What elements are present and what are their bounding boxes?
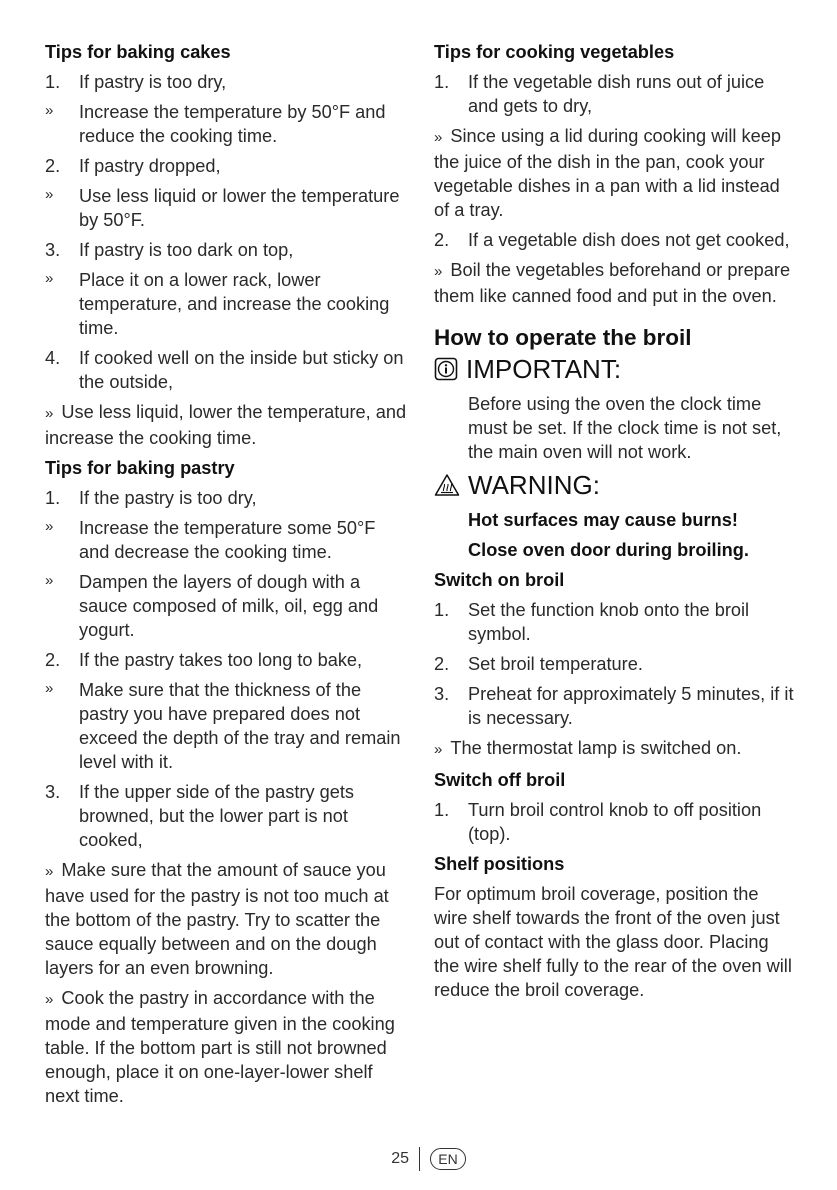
important-label: IMPORTANT: [434, 354, 796, 384]
list-item: 3. If the upper side of the pastry gets browned, but the lower part is not cooked, [45, 782, 354, 850]
section-title-vegetables: Tips for cooking vegetables [434, 42, 675, 62]
list-item: 3. If pastry is too dark on top, [45, 240, 294, 260]
left-column [45, 40, 407, 1114]
section-title-cakes: Tips for baking cakes [45, 42, 231, 62]
warning-text-2: Close oven door during broiling. [468, 540, 749, 560]
list-item: 2. Set broil temperature. [434, 654, 643, 674]
bullet-paragraph: » Boil the vegetables beforehand or prepare them like canned food and put in the oven. [434, 260, 791, 306]
bullet-item: » Increase the temperature by 50°F and reduce the cooking time. [45, 102, 386, 146]
broil-heading: How to operate the broil [434, 325, 692, 350]
list-item: 2. If the pastry takes too long to bake, [45, 650, 363, 670]
list-item: 1. If the vegetable dish runs out of juice and gets to dry, [434, 72, 765, 116]
bullet-paragraph: » Make sure that the amount of sauce you have used for the pastry is not too much at the bottom of the pastry. Try to scatter the sauce equally between and on the dough layers for an even browning. [45, 860, 389, 978]
bullet-paragraph: » Use less liquid, lower the temperature, and increase the cooking time. [45, 402, 407, 448]
warning-label: WARNING: [434, 470, 796, 500]
language-badge: EN [430, 1148, 466, 1170]
right-column [434, 40, 796, 1002]
list-item: 1. Set the function knob onto the broil symbol. [434, 600, 750, 644]
bullet-item: » Use less liquid or lower the temperature by 50°F. [45, 186, 400, 230]
section-title-switch-on: Switch on broil [434, 570, 565, 590]
bullet-item: » Make sure that the thickness of the pastry you have prepared does not exceed the depth of the tray and remain level with it. [45, 680, 401, 772]
bullet-paragraph: » Since using a lid during cooking will keep the juice of the dish in the pan, cook your vegetable dishes in a pan with a lid instead of a tray. [434, 126, 781, 220]
section-title-switch-off: Switch off broil [434, 770, 566, 790]
list-item: 2. If a vegetable dish does not get cooked, [434, 230, 790, 250]
list-item: 3. Preheat for approximately 5 minutes, if it is necessary. [434, 684, 794, 728]
bullet-paragraph: » The thermostat lamp is switched on. [434, 738, 742, 758]
page-number: 25 [391, 1150, 409, 1167]
section-title-pastry: Tips for baking pastry [45, 458, 235, 478]
list-item: 1. Turn broil control knob to off position (top). [434, 800, 762, 844]
hot-surface-warning-icon [434, 473, 460, 497]
bullet-paragraph: » Cook the pastry in accordance with the mode and temperature given in the cooking table. If the bottom part is still not browned enough, place it on one-layer-lower shelf next time. [45, 988, 395, 1106]
shelf-text: For optimum broil coverage, position the wire shelf towards the front of the oven just out of contact with the glass door. Placing the wire shelf fully to the rear of the oven will reduce the broil coverage. [434, 884, 792, 1000]
bullet-item: » Place it on a lower rack, lower temperature, and increase the cooking time. [45, 270, 390, 338]
page-footer [0, 1147, 837, 1171]
list-item: 1. If the pastry is too dry, [45, 488, 257, 508]
info-icon [434, 357, 458, 381]
bullet-item: » Dampen the layers of dough with a sauce composed of milk, oil, egg and yogurt. [45, 572, 379, 640]
list-item: 1. If pastry is too dry, [45, 72, 227, 92]
section-title-shelf: Shelf positions [434, 854, 565, 874]
footer-divider [419, 1147, 420, 1171]
important-text: Before using the oven the clock time must be set. If the clock time is not set, the main oven will not work. [468, 394, 782, 462]
warning-text-1: Hot surfaces may cause burns! [468, 510, 738, 530]
list-item: 4. If cooked well on the inside but sticky on the outside, [45, 348, 404, 392]
bullet-item: » Increase the temperature some 50°F and decrease the cooking time. [45, 518, 376, 562]
list-item: 2. If pastry dropped, [45, 156, 221, 176]
